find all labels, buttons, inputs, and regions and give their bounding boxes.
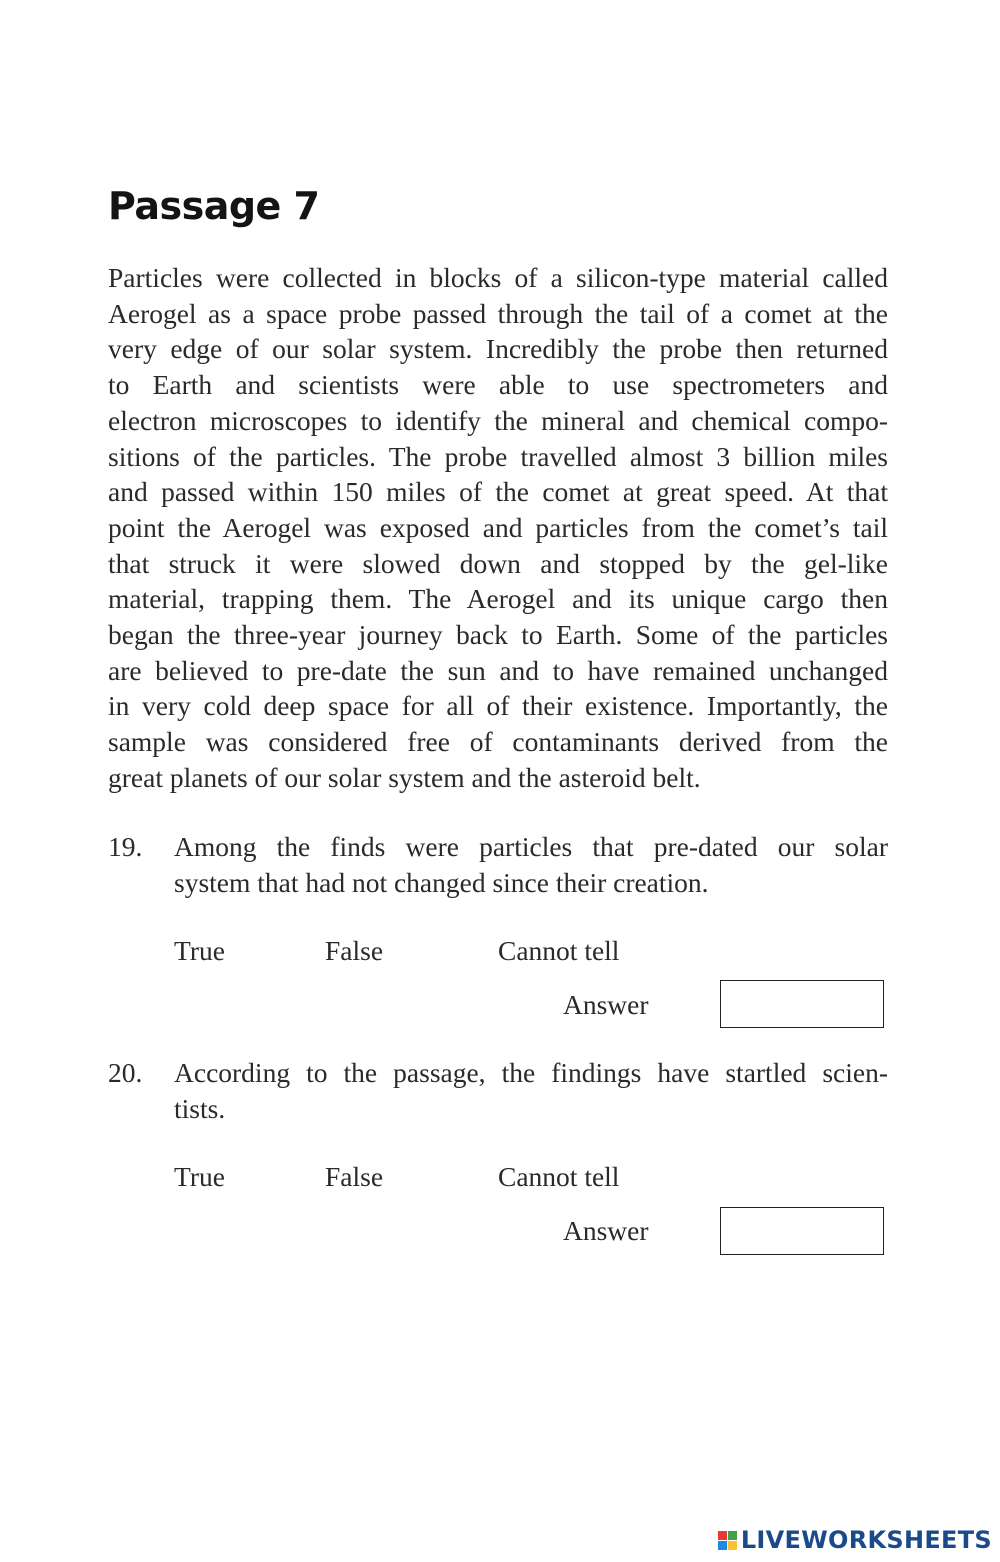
question-line: system that had not changed since their creation. [174, 866, 709, 898]
passage-text [108, 260, 888, 796]
passage-line: sample was considered free of contaminants derived from the [108, 726, 888, 758]
question-line: tists. [174, 1092, 226, 1124]
logo-square [718, 1531, 727, 1540]
option-cannot-tell[interactable]: Cannot tell [498, 935, 620, 966]
option-false[interactable]: False [325, 1161, 384, 1192]
passage-line: very edge of our solar system. Incredibly the probe then returned [108, 333, 888, 365]
brand-text: LIVEWORKSHEETS [740, 1526, 992, 1554]
question-text [174, 1055, 888, 1126]
passage-line: in very cold deep space for all of their existence. Importantly, the [108, 690, 888, 722]
answer-label: Answer [563, 989, 649, 1020]
passage-line: material, trapping them. The Aerogel and its unique cargo then [108, 583, 888, 615]
passage-line: began the three-year journey back to Earth. Some of the particles [108, 619, 888, 651]
passage-line: to Earth and scientists were able to use spectrometers and [108, 369, 888, 401]
option-true[interactable]: True [174, 935, 225, 966]
answer-input-19[interactable] [720, 980, 884, 1028]
question-number: 20. [108, 1057, 143, 1088]
question-number: 19. [108, 831, 143, 862]
question-text [174, 829, 888, 900]
question-line: According to the passage, the findings have startled scien- [174, 1057, 888, 1088]
question-line: Among the finds were particles that pre-dated our solar [174, 831, 888, 862]
logo-square [728, 1541, 737, 1550]
passage-line: electron microscopes to identify the mineral and chemical compo- [108, 404, 888, 436]
answer-label: Answer [563, 1215, 649, 1246]
passage-line: are believed to pre-date the sun and to have remained unchanged [108, 654, 888, 686]
logo-square [728, 1531, 737, 1540]
passage-line: sitions of the particles. The probe travelled almost 3 billion miles [108, 440, 888, 472]
page-title: Passage 7 [108, 184, 320, 228]
logo-square [718, 1541, 727, 1550]
option-false[interactable]: False [325, 935, 384, 966]
passage-line: point the Aerogel was exposed and particles from the comet’s tail [108, 511, 888, 543]
option-true[interactable]: True [174, 1161, 225, 1192]
liveworksheets-logo-icon [718, 1531, 737, 1550]
passage-line: that struck it were slowed down and stopped by the gel-like [108, 547, 888, 579]
answer-input-20[interactable] [720, 1207, 884, 1255]
liveworksheets-brand[interactable] [718, 1526, 992, 1554]
option-cannot-tell[interactable]: Cannot tell [498, 1161, 620, 1192]
passage-line: and passed within 150 miles of the comet at great speed. At that [108, 476, 888, 508]
passage-line: great planets of our solar system and the asteroid belt. [108, 761, 701, 793]
passage-line: Particles were collected in blocks of a silicon-type material called [108, 262, 888, 293]
passage-line: Aerogel as a space probe passed through the tail of a comet at the [108, 297, 888, 329]
